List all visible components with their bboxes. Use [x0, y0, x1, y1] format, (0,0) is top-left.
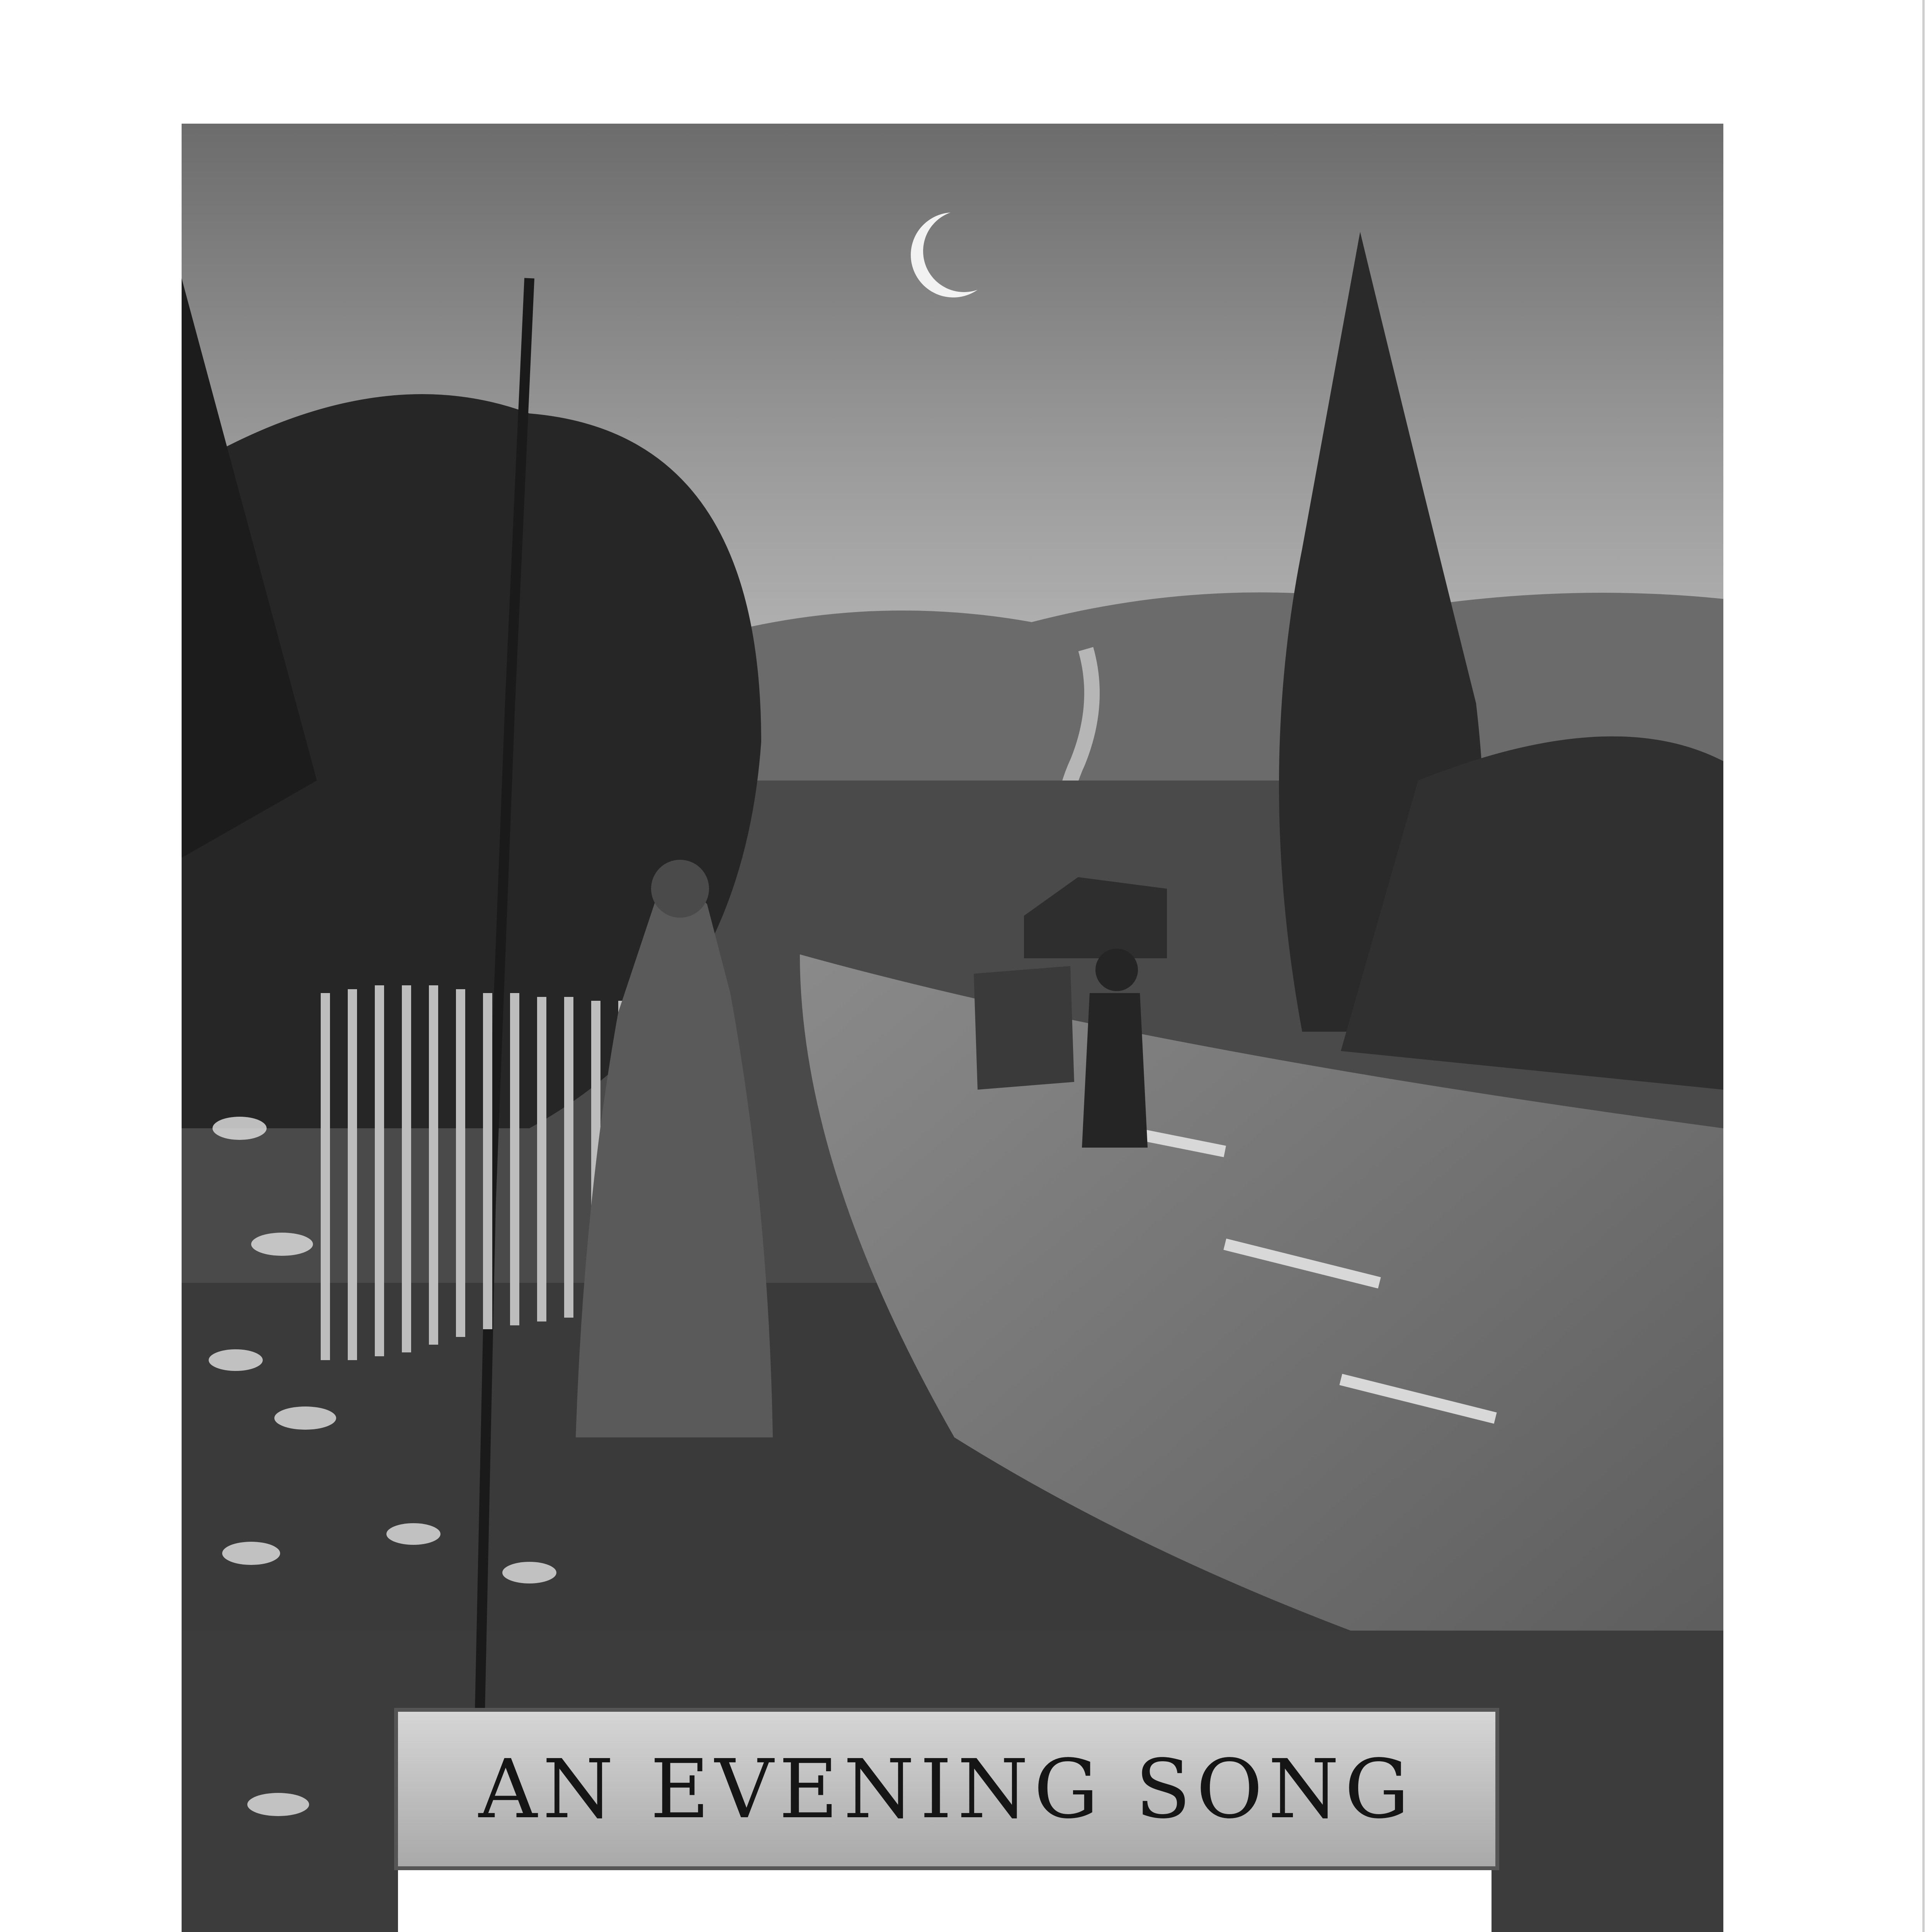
- evening-illustration: [182, 124, 1723, 1932]
- illustration-drawing: [182, 124, 1723, 1932]
- man-head: [1095, 949, 1138, 991]
- cow: [974, 966, 1074, 1090]
- poem-title: AN EVENING SONG: [478, 1742, 1415, 1837]
- poem-panel: [398, 1870, 1492, 1932]
- man-figure: [1082, 993, 1148, 1148]
- scan-edge: [1922, 0, 1925, 1932]
- woman-head: [651, 860, 709, 918]
- title-banner: [394, 1708, 1499, 1870]
